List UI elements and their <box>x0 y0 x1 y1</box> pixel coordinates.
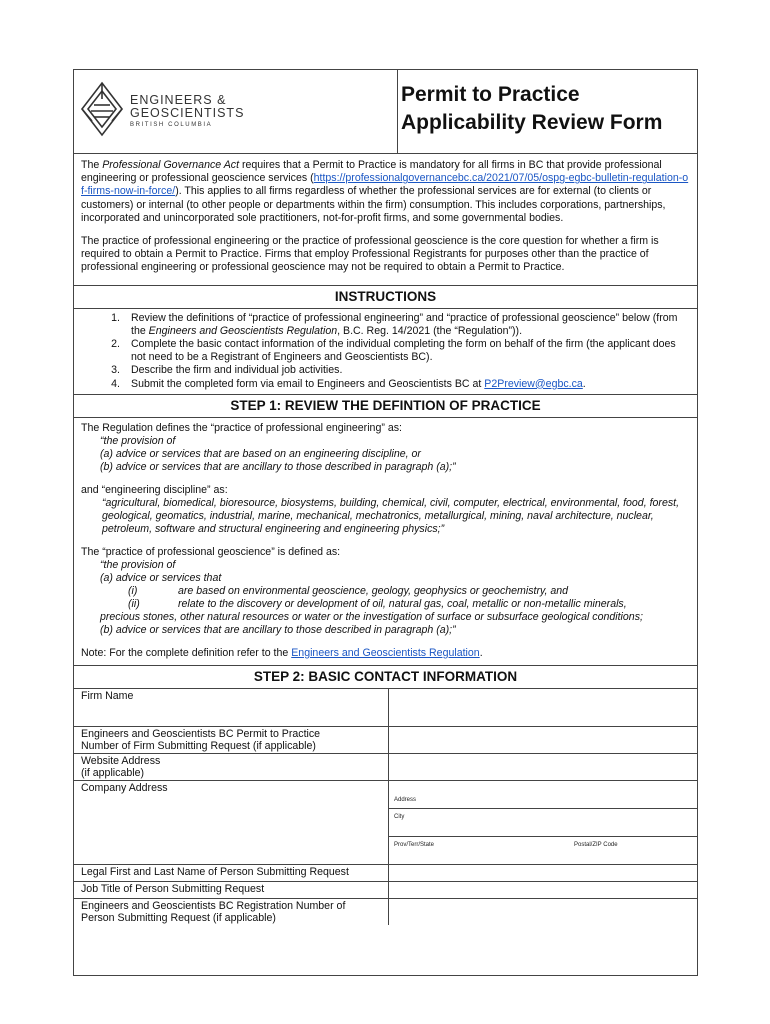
website-label: Website Address (if applicable) <box>74 753 389 780</box>
table-row <box>74 726 697 753</box>
logo-wordmark-sub: BRITISH COLUMBIA <box>130 122 213 129</box>
email-link[interactable]: P2Preview@egbc.ca <box>484 377 583 390</box>
prov-postal-row <box>389 836 697 864</box>
list-item: 4. Submit the completed form via email to Engineers and Geoscientists BC at P2Preview@egbc.ca. <box>111 377 586 390</box>
intro-paragraph-2: The practice of professional engineering or the practice of professional geoscience is the core question for whether a firm is required to obtain a Permit to Practice. Firms that employ Professional Registrants for purposes other than the practice of professional engineering or professional geoscience may not be required to obtain a Permit to Practice. <box>81 235 659 274</box>
table-row <box>74 780 697 864</box>
table-row <box>74 864 697 881</box>
title-line-2: Applicability Review Form <box>401 111 663 134</box>
legal-name-label: Legal First and Last Name of Person Submitting Request <box>74 864 389 881</box>
step1-heading: STEP 1: REVIEW THE DEFINTION OF PRACTICE <box>74 394 697 418</box>
legal-name-field[interactable] <box>389 864 698 881</box>
list-item: 1. Review the definitions of “practice of professional engineering” and “practice of professional geoscience” below (from the Engineers and Geoscientists Regulation, B.C. Reg. 14/2021 (the “Regulation”)). <box>111 311 678 337</box>
permit-number-field[interactable] <box>389 726 698 753</box>
regulation-note: Note: For the complete definition refer to the Engineers and Geoscientists Regulation. <box>81 646 483 659</box>
table-row <box>74 881 697 898</box>
contact-table <box>74 688 697 926</box>
discipline-intro: and “engineering discipline” as: <box>81 483 228 496</box>
logo-wordmark-line2: GEOSCIENTISTS <box>130 106 245 121</box>
table-row <box>74 898 697 925</box>
job-title-field[interactable] <box>389 881 698 898</box>
company-address-block <box>389 780 698 864</box>
table-row <box>74 753 697 780</box>
geo-definition-intro: The “practice of professional geoscience” is defined as: <box>81 545 341 558</box>
address-field[interactable]: Address <box>394 797 417 804</box>
regulation-link[interactable]: Engineers and Geoscientists Regulation <box>291 646 480 659</box>
firm-name-label: Firm Name <box>74 688 389 726</box>
website-field[interactable] <box>389 753 698 780</box>
firm-name-field[interactable] <box>389 688 698 726</box>
registration-number-field[interactable] <box>389 898 698 925</box>
bulletin-link[interactable]: https://professionalgovernancebc.ca/2021/07/05/ospg-egbc-bulletin-regulation-of-firms-now-in-force/ <box>81 172 689 198</box>
intro-paragraph-1: The Professional Governance Act requires that a Permit to Practice is mandatory for all firms in BC that provide professional engineering or professional geoscience services (https://professionalgovernancebc.ca/2021/07/05/ospg-egbc-bulletin-regulation-of-firms-now-in-force/). This applies to all firms regardless of whether the professional services are for external (to clients or customers) or internal (to other people or departments within the firm) consumption. This includes corporations, partnerships, incorporated and unincorporated sole practitioners, not-for-profit firms, and some governmental bodies. <box>81 159 689 224</box>
egbc-logo-icon <box>80 81 124 143</box>
instructions-list <box>81 312 690 391</box>
intro-section <box>74 154 697 275</box>
company-address-label: Company Address <box>74 780 389 864</box>
city-field[interactable]: City <box>389 808 697 836</box>
list-item: 2. Complete the basic contact information of the individual completing the form on behalf of the firm (the applicant does not need to be a Registrant of Engineers and Geoscientists BC). <box>111 338 676 364</box>
permit-number-label: Engineers and Geoscientists BC Permit to Practice Number of Firm Submitting Request (if applicable) <box>74 726 389 753</box>
form-title <box>398 70 697 153</box>
eng-definition-intro: The Regulation defines the “practice of professional engineering” as: <box>81 421 402 434</box>
prov-field[interactable]: Prov/Terr/State <box>394 841 435 848</box>
form-page <box>73 69 698 976</box>
step1-section: The Regulation defines the “practice of professional engineering” as: “the provision of (a) advice or services that are based on an engineering discipline, or (b) advice or services that are ancillary to those described in paragraph (a);” and “engineering discipline” as: “agricultural, biomedical, bioresource, biosystems, building, chemical, civil, computer, electrical, environmental, food, forest, geological, geomatics, industrial, marine, mechanical, mechatronics, metallurgical, mining, naval architecture, nuclear, petroleum, software and structural engineering and engineering physics;” The “practice of professional geoscience” is defined as: “the provision of (a) advice or services that (i) are based on environmental geoscience, geology, geophysics or geochemistry, and (ii) relate to the discovery or development of oil, natural gas, coal, metallic or non-metallic minerals, precious stones, other natural resources or water or the investigation of surface or subsurface geological conditions; (b) advice or services that are ancillary to those described in paragraph (a);” Note: For the complete definition refer to the Engineers and Geoscientists Regulation. <box>74 418 697 660</box>
job-title-label: Job Title of Person Submitting Request <box>74 881 389 898</box>
list-item: 3. Describe the firm and individual job activities. <box>111 364 343 377</box>
discipline-list: “agricultural, biomedical, bioresource, biosystems, building, chemical, civil, computer, electrical, environmental, food, forest, geological, geomatics, industrial, marine, mechanical, mechatronics, metallurgical, mining, naval architecture, nuclear, petroleum, software and structural engineering and engineering physics;” <box>102 496 680 535</box>
form-header <box>74 70 697 154</box>
title-line-1: Permit to Practice <box>401 83 580 106</box>
logo-wordmark-line1: ENGINEERS & <box>130 93 227 108</box>
table-row <box>74 688 697 726</box>
instructions-heading: INSTRUCTIONS <box>74 285 697 309</box>
postal-field[interactable]: Postal/ZIP Code <box>574 841 618 848</box>
logo <box>74 70 398 153</box>
step2-heading: STEP 2: BASIC CONTACT INFORMATION <box>74 665 697 688</box>
instructions-section <box>74 309 697 394</box>
registration-number-label: Engineers and Geoscientists BC Registration Number of Person Submitting Request (if applicable) <box>74 898 389 925</box>
